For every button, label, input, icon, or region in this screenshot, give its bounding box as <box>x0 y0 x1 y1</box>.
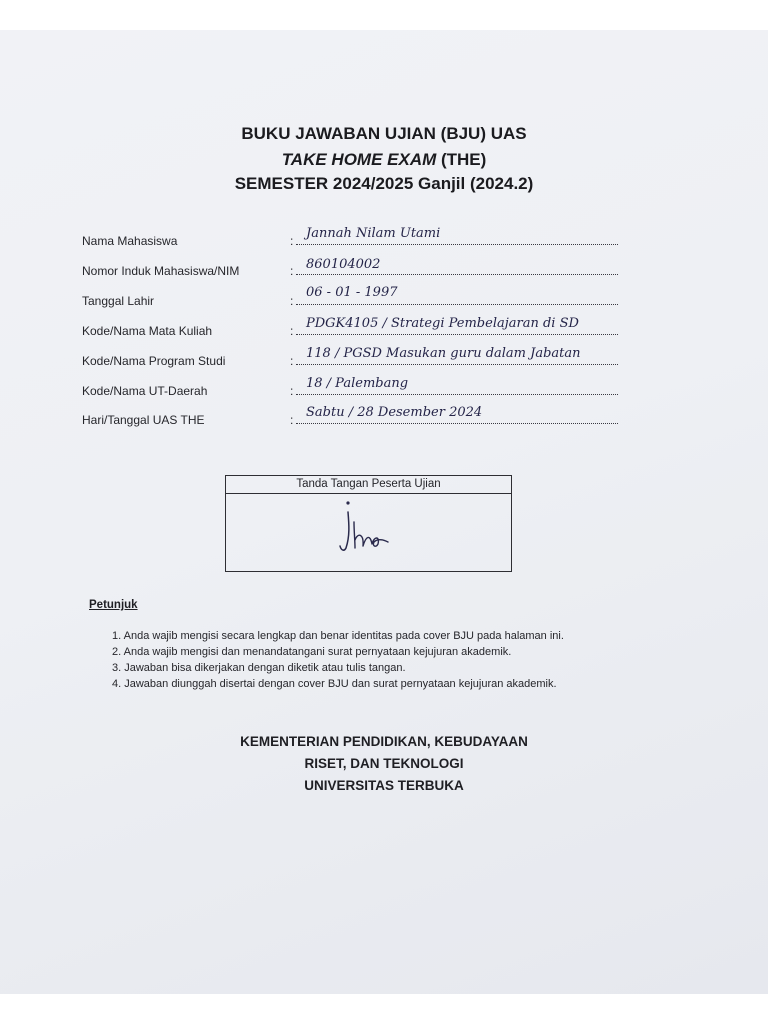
signature-box <box>225 475 512 572</box>
value-nim: 860104002 <box>306 257 381 272</box>
label-nama: Nama Mahasiswa <box>82 234 178 248</box>
dotted-line <box>296 423 618 424</box>
instruction-item: 3. Jawaban bisa dikerjakan dengan diketik atau tulis tangan. <box>112 662 406 674</box>
colon: : <box>290 264 294 278</box>
label-program-studi: Kode/Nama Program Studi <box>82 354 226 368</box>
value-ut-daerah: 18 / Palembang <box>306 376 409 391</box>
dotted-line <box>296 394 618 395</box>
instruction-item: 4. Jawaban diunggah disertai dengan cover BJU dan surat pernyataan kejujuran akademik. <box>112 678 557 690</box>
value-mata-kuliah: PDGK4105 / Strategi Pembelajaran di SD <box>306 316 579 331</box>
ministry-line-2: RISET, DAN TEKNOLOGI <box>304 756 464 771</box>
ministry-line-1: KEMENTERIAN PENDIDIKAN, KEBUDAYAAN <box>240 734 528 749</box>
label-ut-daerah: Kode/Nama UT-Daerah <box>82 384 208 398</box>
handwritten-signature <box>338 500 398 556</box>
value-program-studi: 118 / PGSD Masukan guru dalam Jabatan <box>306 346 581 361</box>
colon: : <box>290 234 294 248</box>
value-nama: Jannah Nilam Utami <box>306 226 441 241</box>
petunjuk-heading: Petunjuk <box>89 599 138 611</box>
colon: : <box>290 413 294 427</box>
colon: : <box>290 384 294 398</box>
instruction-item: 1. Anda wajib mengisi secara lengkap dan benar identitas pada cover BJU pada halaman ini. <box>112 630 564 642</box>
colon: : <box>290 294 294 308</box>
take-home-exam-text: TAKE HOME EXAM <box>281 150 437 169</box>
dotted-line <box>296 244 618 245</box>
value-tanggal-lahir: 06 - 01 - 1997 <box>306 285 398 300</box>
dotted-line <box>296 304 618 305</box>
university-name: UNIVERSITAS TERBUKA <box>304 778 464 793</box>
colon: : <box>290 324 294 338</box>
doc-subtitle <box>0 150 768 170</box>
dotted-line <box>296 274 618 275</box>
label-tanggal-lahir: Tanggal Lahir <box>82 294 155 308</box>
semester-title: SEMESTER 2024/2025 Ganjil (2024.2) <box>234 174 534 193</box>
instruction-item: 2. Anda wajib mengisi dan menandatangani surat pernyataan kejujuran akademik. <box>112 646 512 658</box>
signature-title: Tanda Tangan Peserta Ujian <box>226 476 511 494</box>
doc-title: BUKU JAWABAN UJIAN (BJU) UAS <box>241 124 527 143</box>
dotted-line <box>296 334 618 335</box>
the-text: (THE) <box>436 150 487 169</box>
dotted-line <box>296 364 618 365</box>
label-hari-tanggal: Hari/Tanggal UAS THE <box>82 413 205 427</box>
value-hari-tanggal: Sabtu / 28 Desember 2024 <box>306 405 483 420</box>
colon: : <box>290 354 294 368</box>
label-nim: Nomor Induk Mahasiswa/NIM <box>82 264 240 278</box>
label-mata-kuliah: Kode/Nama Mata Kuliah <box>82 324 213 338</box>
